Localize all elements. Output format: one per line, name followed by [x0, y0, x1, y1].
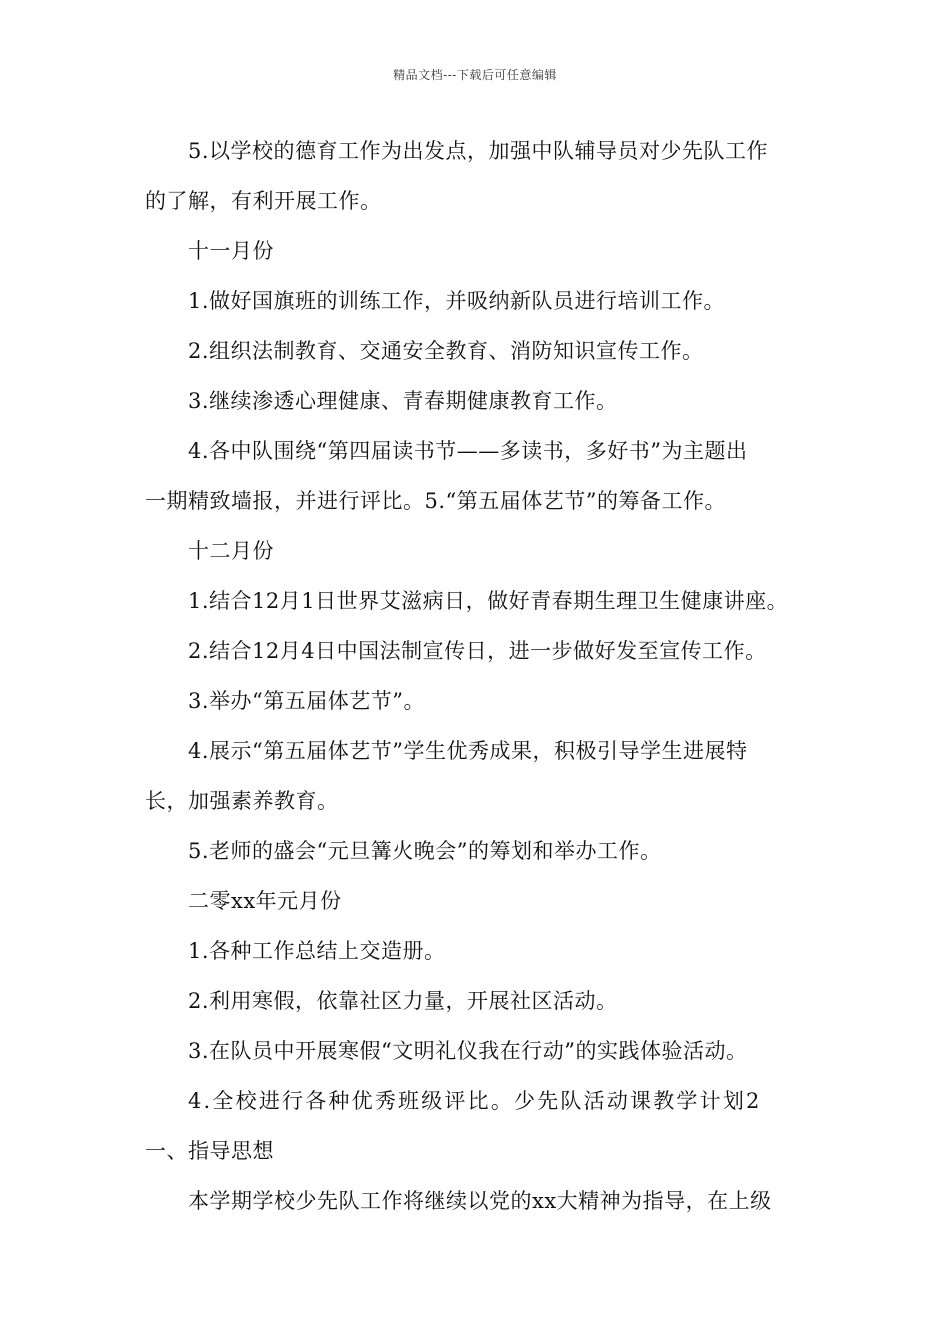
paragraph-line: 2.组织法制教育、交通安全教育、消防知识宣传工作。 [188, 339, 704, 363]
paragraph-line: 4.各中队围绕“第四届读书节——多读书，多好书”为主题出 [188, 439, 748, 463]
section-heading: 十二月份 [188, 539, 274, 563]
paragraph-line: 3.继续渗透心理健康、青春期健康教育工作。 [188, 389, 618, 413]
paragraph-line: 本学期学校少先队工作将继续以党的xx大精神为指导，在上级 [188, 1189, 772, 1213]
paragraph-line: 5.以学校的德育工作为出发点，加强中队辅导员对少先队工作 [188, 139, 769, 163]
paragraph-line: 的了解，有利开展工作。 [145, 189, 382, 213]
paragraph-line: 一期精致墙报，并进行评比。5.“第五届体艺节”的筹备工作。 [145, 489, 727, 513]
paragraph-line: 2.结合12月4日中国法制宣传日，进一步做好发至宣传工作。 [188, 639, 767, 663]
section-heading: 二零xx年元月份 [188, 889, 342, 913]
paragraph-line: 1.做好国旗班的训练工作，并吸纳新队员进行培训工作。 [188, 289, 726, 313]
paragraph-line: 4.展示“第五届体艺节”学生优秀成果，积极引导学生进展特 [188, 739, 748, 763]
paragraph-line: 1.结合12月1日世界艾滋病日，做好青春期生理卫生健康讲座。 [188, 589, 789, 613]
page-header: 精品文档---下载后可任意编辑 [393, 68, 557, 82]
paragraph-line: 3.举办“第五届体艺节”。 [188, 689, 426, 713]
paragraph-line: 长，加强素养教育。 [145, 789, 339, 813]
paragraph-line: 5.老师的盛会“元旦篝火晚会”的筹划和举办工作。 [188, 839, 662, 863]
paragraph-line: 4.全校进行各种优秀班级评比。少先队活动课教学计划2 [188, 1089, 762, 1113]
paragraph-line: 3.在队员中开展寒假“文明礼仪我在行动”的实践体验活动。 [188, 1039, 748, 1063]
paragraph-line: 1.各种工作总结上交造册。 [188, 939, 446, 963]
paragraph-line: 2.利用寒假，依靠社区力量，开展社区活动。 [188, 989, 618, 1013]
section-heading: 一、指导思想 [145, 1139, 274, 1163]
section-heading: 十一月份 [188, 239, 274, 263]
